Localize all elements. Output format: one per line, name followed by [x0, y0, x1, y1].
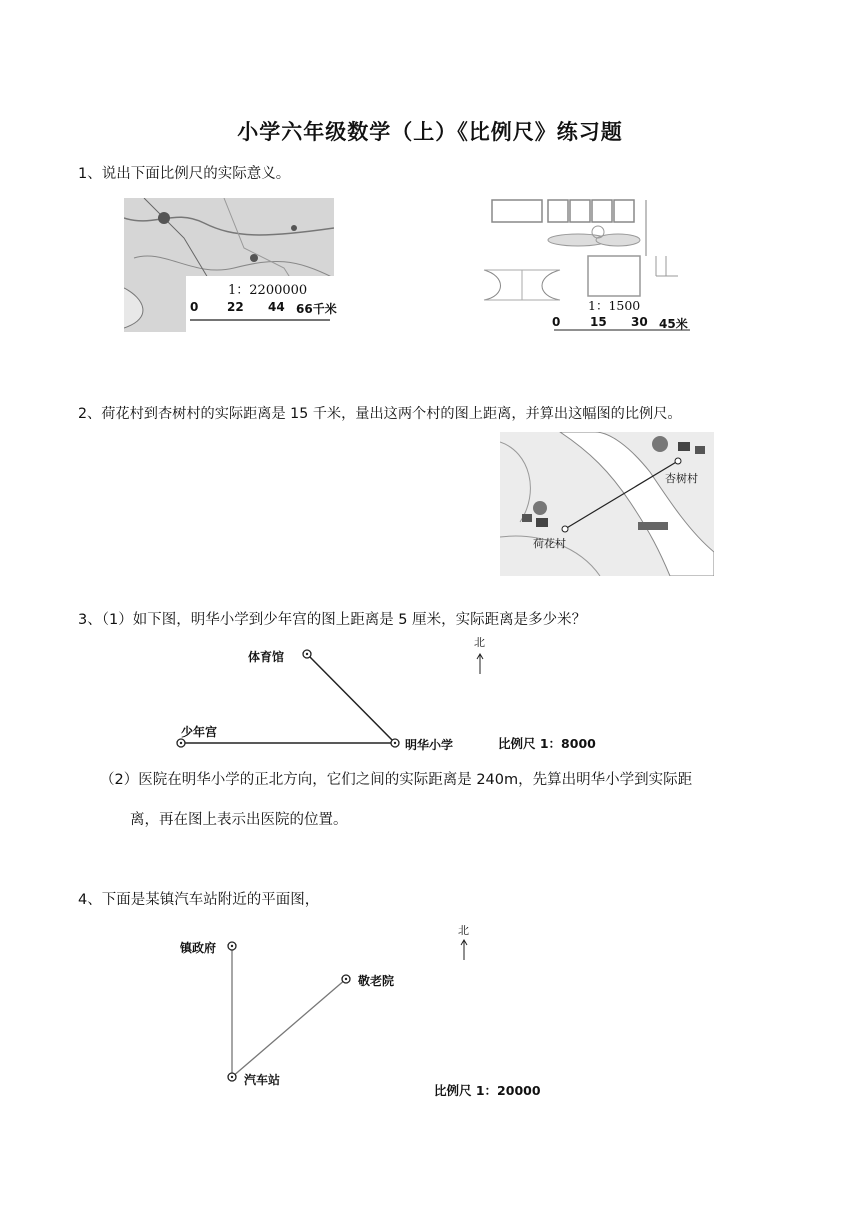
- map-left-tick: 44: [268, 300, 285, 314]
- map-left-ratio: 1：2200000: [228, 283, 308, 298]
- nursing-home-label: 敬老院: [358, 974, 395, 988]
- map-figure-right: [478, 196, 690, 334]
- question-3-part2-line1: （2）医院在明华小学的正北方向，它们之间的实际距离是 240m，先算出明华小学到实际距: [100, 772, 693, 788]
- village-a-label: 荷花村: [533, 537, 566, 550]
- map-left-tick: 0: [190, 300, 199, 314]
- q4-north-label: 北: [458, 924, 469, 937]
- bus-station-label: 汽车站: [244, 1073, 281, 1087]
- gym-label: 体育馆: [248, 650, 285, 664]
- q4-scale: 比例尺 1：20000: [434, 1083, 541, 1098]
- youth-palace-label: 少年宫: [181, 725, 218, 739]
- question-3-part1: 3、（1）如下图，明华小学到少年宫的图上距离是 5 厘米，实际距离是多少米？: [78, 612, 587, 628]
- campus-plan-image: [478, 196, 690, 334]
- q4-diagram: [200, 930, 370, 1090]
- page-title: 小学六年级数学（上）《比例尺》练习题: [237, 120, 623, 144]
- question-1-text: 1、说出下面比例尺的实际意义。: [78, 166, 291, 182]
- village-map-image: [500, 432, 714, 576]
- village-map-figure: [500, 432, 714, 576]
- q3-north-label: 北: [474, 636, 485, 649]
- map-right-tick: 0: [552, 315, 561, 329]
- map-left-tick: 66千米: [296, 302, 337, 316]
- north-arrow-icon: [474, 652, 486, 676]
- map-left-tick: 22: [227, 300, 244, 314]
- map-right-ratio: 1：1500: [588, 298, 641, 313]
- map-figure-left: [124, 198, 337, 332]
- q3-scale: 比例尺 1：8000: [498, 736, 596, 751]
- question-2-text: 2、荷花村到杏树村的实际距离是 15 千米，量出这两个村的图上距离，并算出这幅图的比例尺。: [78, 406, 682, 422]
- gov-label: 镇政府: [180, 941, 217, 955]
- map-right-tick: 15: [590, 315, 607, 329]
- map-right-tick: 30: [631, 315, 648, 329]
- north-arrow-icon: [458, 938, 470, 962]
- school-label: 明华小学: [405, 738, 454, 752]
- question-3-part2-line2: 离，再在图上表示出医院的位置。: [130, 812, 348, 828]
- village-b-label: 杏树村: [665, 472, 698, 485]
- question-4-text: 4、下面是某镇汽车站附近的平面图，: [78, 892, 320, 908]
- map-right-tick: 45米: [659, 317, 688, 331]
